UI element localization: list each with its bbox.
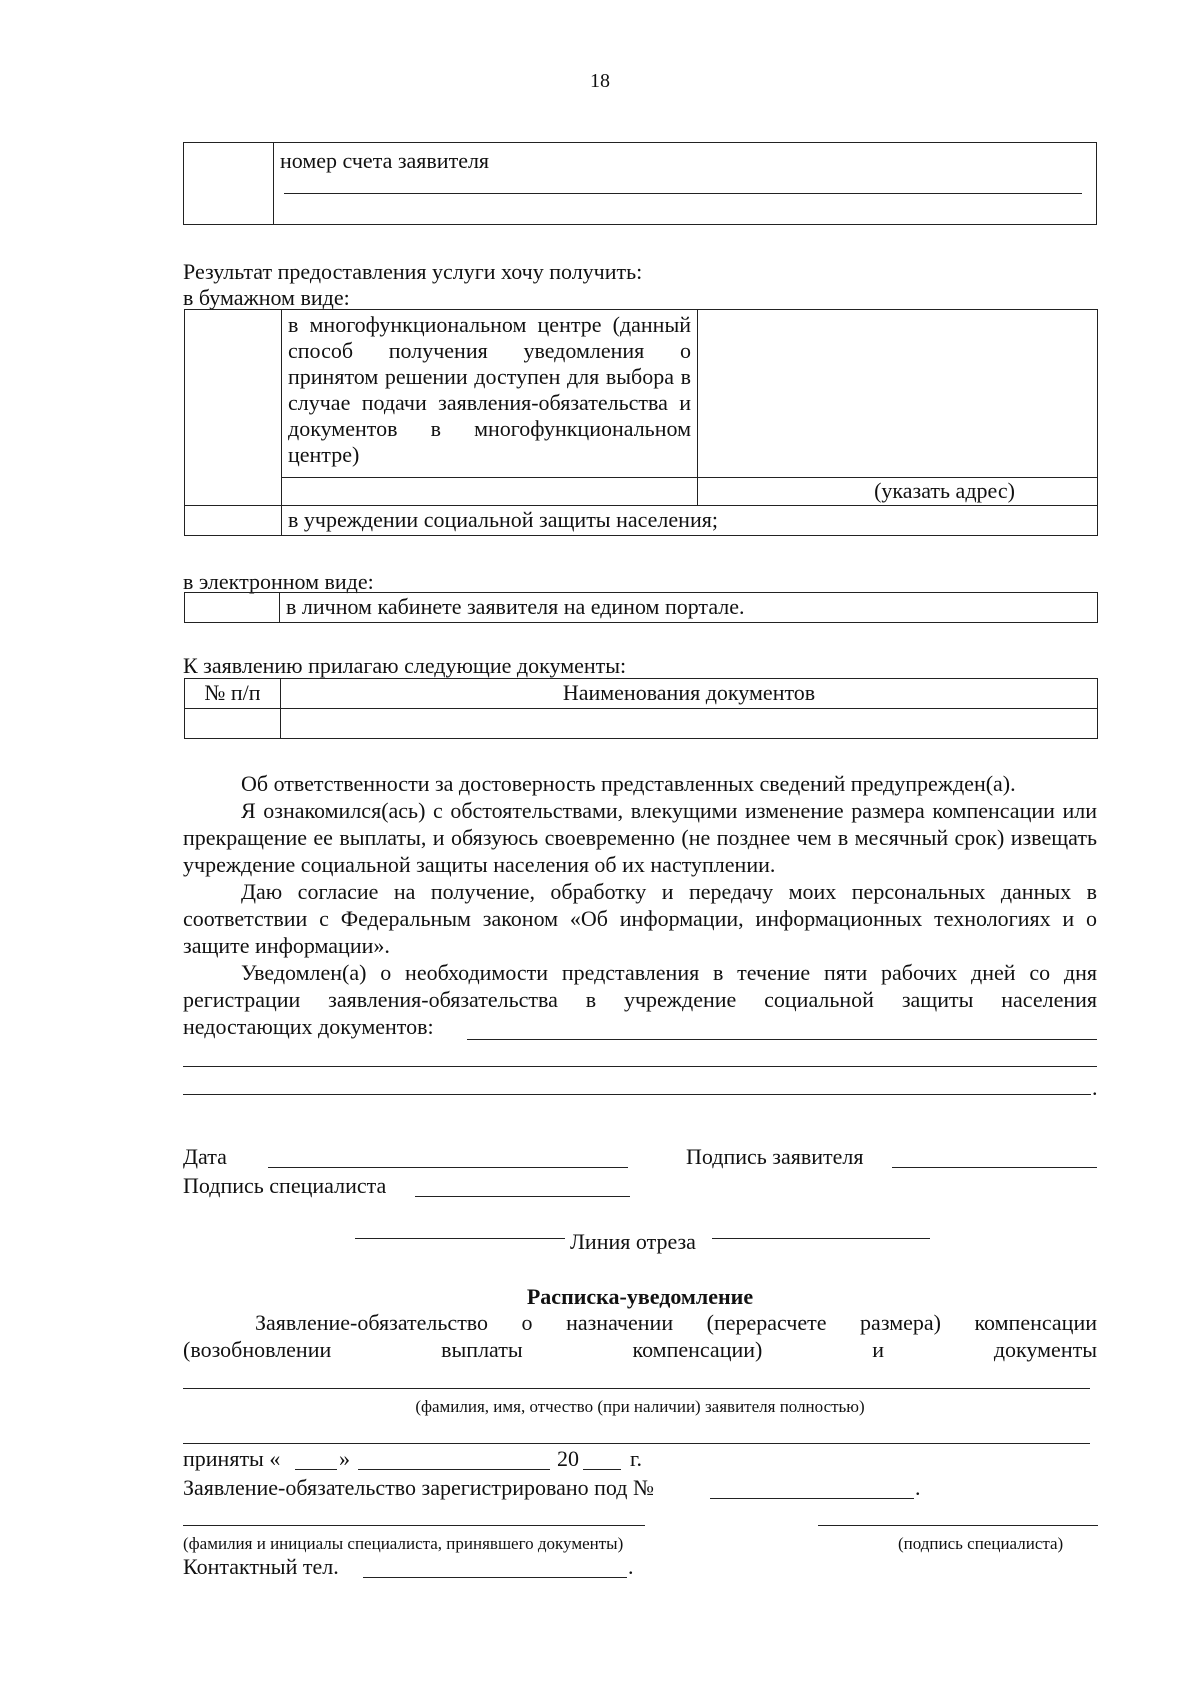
missing-docs-line-2[interactable]	[183, 1066, 1097, 1067]
cut-line-left	[355, 1238, 565, 1239]
mfc-checkbox-cell[interactable]	[185, 310, 282, 506]
applicant-name-caption: (фамилия, имя, отчество (при наличии) заявителя полностью)	[415, 1397, 865, 1416]
accepted-mid: »	[339, 1446, 350, 1471]
account-input-line[interactable]	[284, 193, 1082, 194]
documents-heading: К заявлению прилагаю следующие документы:	[183, 653, 627, 678]
mfc-option: в многофункциональном центре (данный способ получения уведомления о принятом решении доступен для выбора в случае подачи заявления-обязательства и документов в многофункциональном центре)	[282, 310, 698, 478]
electronic-label: в электронном виде:	[183, 569, 374, 594]
specialist-signature-caption: (подпись специалиста)	[898, 1534, 1064, 1553]
specialist-sign-label: Подпись специалиста	[183, 1173, 387, 1198]
missing-docs-period: .	[1092, 1075, 1098, 1100]
registration-number-line[interactable]	[710, 1498, 914, 1499]
account-checkbox-cell[interactable]	[184, 143, 274, 225]
paper-label: в бумажном виде:	[183, 285, 350, 310]
applicant-name-line-2[interactable]	[183, 1443, 1090, 1444]
col-num-header: № п/п	[185, 679, 281, 709]
mfc-empty-cell	[282, 478, 698, 506]
cut-line-label: Линия отреза	[570, 1229, 696, 1254]
registered-label: Заявление-обязательство зарегистрировано под №	[183, 1475, 654, 1500]
portal-option: в личном кабинете заявителя на едином портале.	[280, 593, 1098, 623]
paper-options-table	[184, 309, 1098, 536]
address-hint: (указать адрес)	[698, 478, 1098, 506]
accepted-prefix: приняты «	[183, 1446, 281, 1471]
applicant-sign-label: Подпись заявителя	[686, 1144, 864, 1169]
result-heading: Результат предоставления услуги хочу получить:	[183, 259, 643, 284]
missing-docs-line-3[interactable]	[183, 1094, 1091, 1095]
receipt-text: Заявление-обязательство о назначении (перерасчете размера) компенсации (возобновлении выплаты компенсации) и документы	[183, 1310, 1097, 1362]
phone-period: .	[628, 1554, 634, 1579]
receipt-title: Расписка-уведомление	[526, 1284, 754, 1309]
statement-consent: Даю согласие на получение, обработку и передачу моих персональных данных в соответствии с Федеральным законом «Об информации, информационных технологиях и о защите информации».	[183, 879, 1097, 958]
applicant-name-line[interactable]	[183, 1388, 1090, 1389]
specialist-name-caption: (фамилия и инициалы специалиста, принявшего документы)	[183, 1534, 624, 1553]
documents-table	[184, 678, 1098, 739]
accepted-day-line[interactable]	[295, 1469, 337, 1470]
applicant-sign-line[interactable]	[892, 1167, 1097, 1168]
accepted-year-line[interactable]	[583, 1469, 621, 1470]
specialist-sign-line[interactable]	[415, 1196, 630, 1197]
year-prefix: 20	[557, 1446, 579, 1471]
specialist-signature-line[interactable]	[818, 1525, 1098, 1526]
portal-checkbox-cell[interactable]	[185, 593, 280, 623]
social-option: в учреждении социальной защиты населения;	[282, 506, 1098, 536]
social-checkbox-cell[interactable]	[185, 506, 282, 536]
page-number: 18	[590, 70, 610, 92]
statement-acknowledgement: Я ознакомился(ась) с обстоятельствами, влекущими изменение размера компенсации или прекращение ее выплаты, и обязуюсь своевременно (не позднее чем в месячный срок) извещать учреждение социальной защиты населения об их наступлении.	[183, 798, 1097, 877]
specialist-name-line[interactable]	[183, 1525, 645, 1526]
electronic-options-table	[184, 592, 1098, 623]
col-name-header: Наименования документов	[281, 679, 1098, 709]
date-label: Дата	[183, 1144, 227, 1169]
statement-responsibility: Об ответственности за достоверность представленных сведений предупрежден(а).	[241, 771, 1016, 796]
year-suffix: г.	[630, 1446, 643, 1471]
statement-notification: Уведомлен(а) о необходимости представления в течение пяти рабочих дней со дня регистрации заявления-обязательства в учреждение социальной защиты населения недостающих документов:	[183, 960, 1097, 1039]
account-cell	[274, 143, 1097, 225]
mfc-address-field[interactable]	[698, 310, 1098, 478]
accepted-month-line[interactable]	[358, 1469, 550, 1470]
missing-docs-line-1[interactable]	[467, 1039, 1097, 1040]
account-table	[183, 142, 1097, 225]
date-line[interactable]	[268, 1167, 628, 1168]
account-label: номер счета заявителя	[280, 148, 490, 173]
doc-name-cell[interactable]	[281, 709, 1098, 739]
cut-line-right	[712, 1238, 930, 1239]
doc-num-cell[interactable]	[185, 709, 281, 739]
registration-period: .	[915, 1475, 921, 1500]
phone-line[interactable]	[363, 1577, 627, 1578]
phone-label: Контактный тел.	[183, 1554, 339, 1579]
